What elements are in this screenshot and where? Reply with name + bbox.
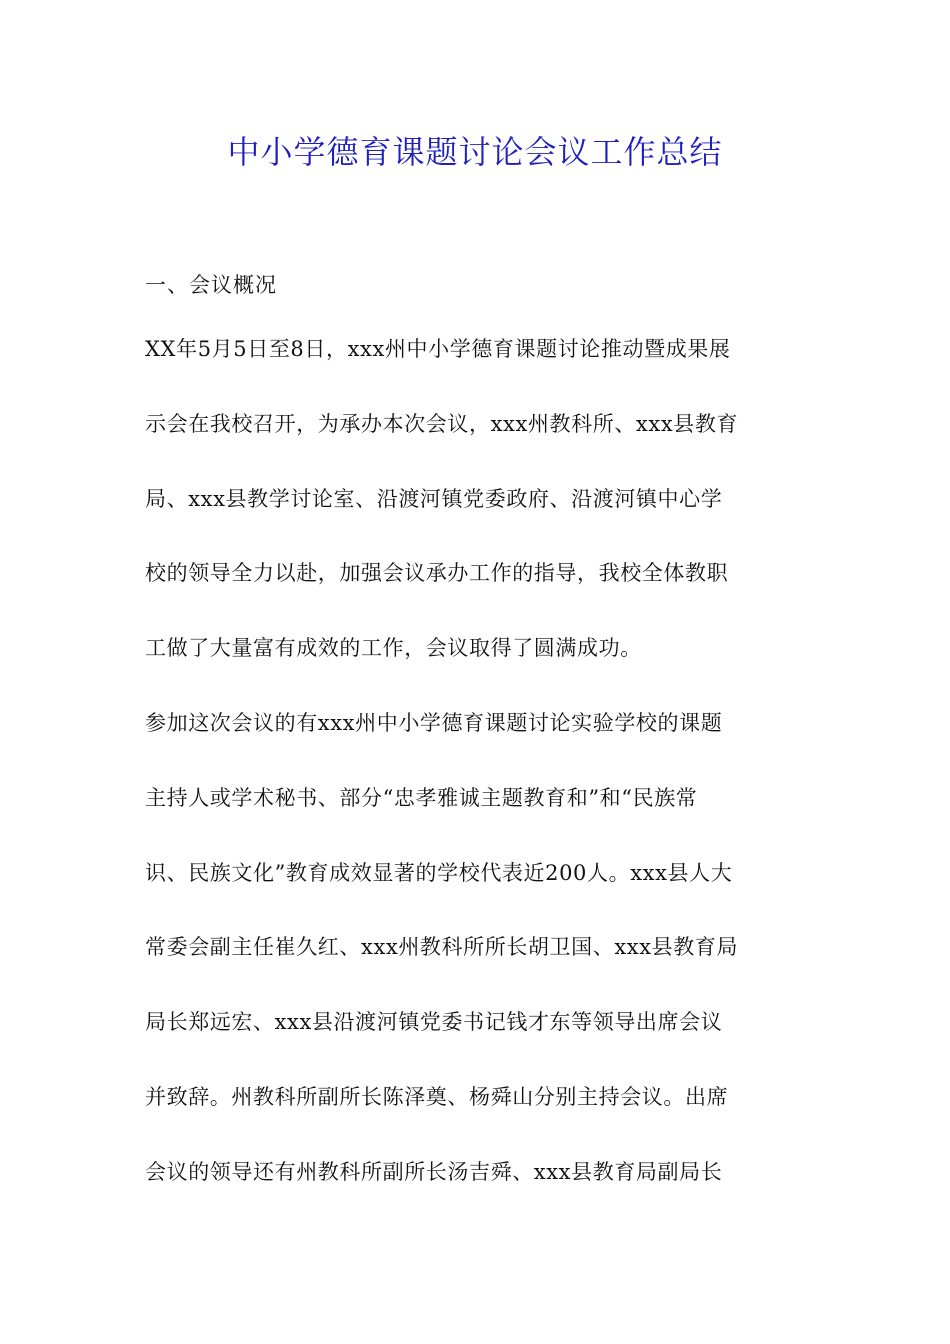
document-body (145, 258, 810, 1210)
document-title: 中小学德育课题讨论会议工作总结 (227, 133, 723, 171)
paragraph-line: 示会在我校召开，为承办本次会议，xxx州教科所、xxx县教育 (145, 411, 739, 436)
paragraph-line: 常委会副主任崔久红、xxx州教科所所长胡卫国、xxx县教育局 (145, 935, 739, 960)
paragraph-line: 局、xxx县教学讨论室、沿渡河镇党委政府、沿渡河镇中心学 (145, 486, 723, 511)
paragraph-2 (145, 686, 810, 1210)
paragraph-line: XX年5月5日至8日，xxx州中小学德育课题讨论推动暨成果展 (145, 337, 731, 361)
paragraph-line: 校的领导全力以赴，加强会议承办工作的指导，我校全体教职 (145, 561, 729, 586)
paragraph-line: 局长郑远宏、xxx县沿渡河镇党委书记钱才东等领导出席会议 (145, 1010, 723, 1035)
paragraph-1 (145, 312, 810, 686)
paragraph-line: 参加这次会议的有xxx州中小学德育课题讨论实验学校的课题 (145, 710, 723, 735)
paragraph-line: 工做了大量富有成效的工作，会议取得了圆满成功。 (145, 636, 642, 661)
paragraph-line: 主持人或学术秘书、部分“忠孝雅诚主题教育和”和“民族常 (145, 785, 698, 810)
paragraph-line: 会议的领导还有州教科所副所长汤吉舜、xxx县教育局副局长 (145, 1159, 723, 1184)
section-heading: 一、会议概况 (145, 273, 277, 297)
paragraph-line: 并致辞。州教科所副所长陈泽奠、杨舜山分别主持会议。出席 (145, 1084, 729, 1109)
paragraph-line: 识、民族文化”教育成效显著的学校代表近200人。xxx县人大 (145, 860, 733, 885)
